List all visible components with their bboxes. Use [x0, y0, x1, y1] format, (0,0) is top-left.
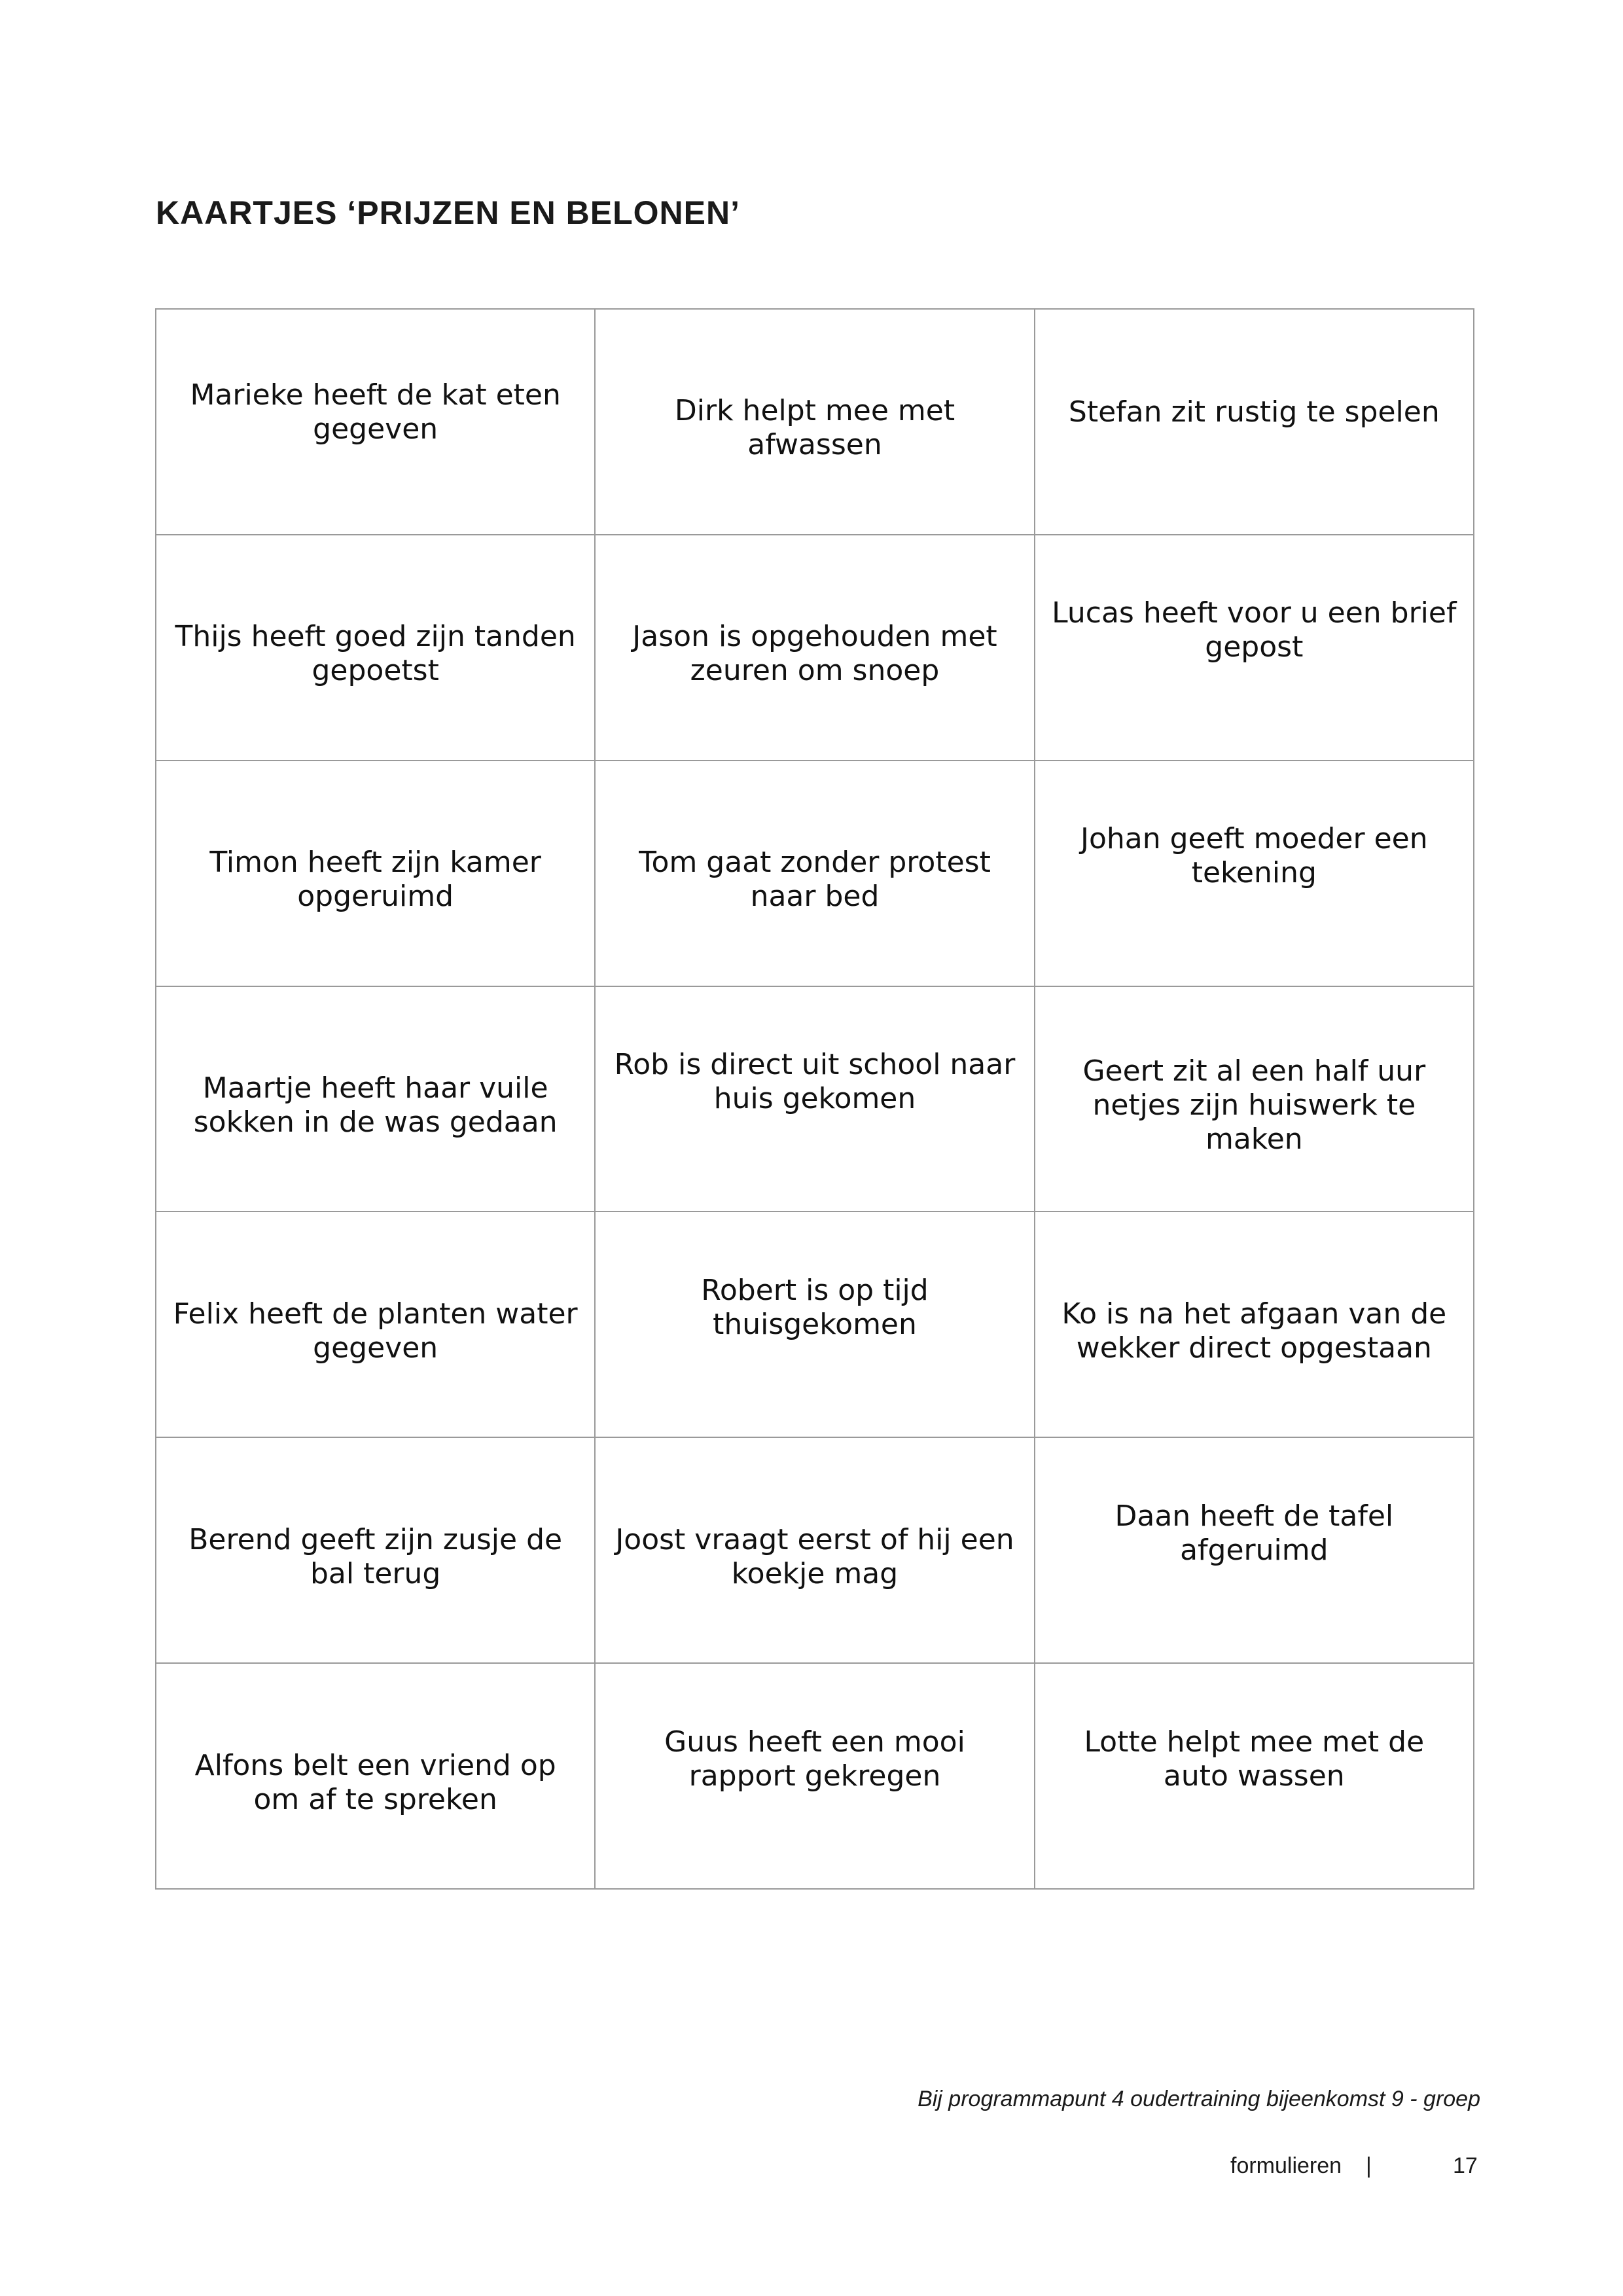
- card-text: Marieke heeft de kat eten gegeven: [190, 378, 561, 446]
- card-text: Maartje heeft haar vuile sokken in de was gedaan: [193, 1071, 558, 1139]
- card: [1035, 310, 1474, 535]
- card: [1035, 535, 1474, 761]
- card-text: Geert zit al een half uur netjes zijn huiswerk te maken: [1082, 1054, 1426, 1156]
- card-text: Johan geeft moeder een tekening: [1080, 822, 1428, 890]
- card-text: Dirk helpt mee met afwassen: [674, 394, 955, 462]
- card: [156, 1664, 596, 1890]
- card: [156, 1438, 596, 1664]
- card-text: Rob is direct uit school naar huis gekomen: [614, 1047, 1016, 1115]
- card: [156, 535, 596, 761]
- card-text: Guus heeft een mooi rapport gekregen: [664, 1725, 965, 1793]
- card: [156, 987, 596, 1213]
- card-text: Stefan zit rustig te spelen: [1068, 395, 1440, 429]
- card-text: Lucas heeft voor u een brief gepost: [1052, 596, 1457, 664]
- card-text: Alfons belt een vriend op om af te spreken: [194, 1748, 556, 1816]
- footer-section-label: formulieren: [1230, 2153, 1342, 2178]
- card-grid: [155, 308, 1474, 1890]
- card-text: Timon heeft zijn kamer opgeruimd: [209, 846, 541, 914]
- card-text: Robert is op tijd thuisgekomen: [701, 1273, 929, 1341]
- card-text: Ko is na het afgaan van de wekker direct opgestaan: [1061, 1297, 1447, 1365]
- footer-separator: |: [1366, 2153, 1372, 2178]
- card: [1035, 761, 1474, 987]
- card: [156, 310, 596, 535]
- card: [1035, 1438, 1474, 1664]
- card: [156, 761, 596, 987]
- card-text: Felix heeft de planten water gegeven: [173, 1297, 578, 1365]
- card: [1035, 987, 1474, 1213]
- card: [596, 1212, 1035, 1438]
- card-text: Thijs heeft goed zijn tanden gepoetst: [175, 620, 576, 688]
- card: [156, 1212, 596, 1438]
- page-number: 17: [1453, 2153, 1478, 2178]
- card-text: Berend geeft zijn zusje de bal terug: [188, 1522, 563, 1590]
- footer-reference: Bij programmapunt 4 oudertraining bijeenkomst 9 - groep: [918, 2087, 1480, 2111]
- card: [596, 1438, 1035, 1664]
- card-text: Daan heeft de tafel afgeruimd: [1115, 1499, 1394, 1567]
- card: [596, 310, 1035, 535]
- card-text: Jason is opgehouden met zeuren om snoep: [632, 620, 997, 688]
- card: [1035, 1212, 1474, 1438]
- card: [596, 987, 1035, 1213]
- card-text: Lotte helpt mee met de auto wassen: [1084, 1725, 1425, 1793]
- card: [596, 535, 1035, 761]
- card-text: Tom gaat zonder protest naar bed: [639, 846, 991, 914]
- card: [596, 761, 1035, 987]
- card: [1035, 1664, 1474, 1890]
- page-title: KAARTJES ‘PRIJZEN EN BELONEN’: [156, 194, 741, 231]
- card: [596, 1664, 1035, 1890]
- card-text: Joost vraagt eerst of hij een koekje mag: [615, 1522, 1014, 1590]
